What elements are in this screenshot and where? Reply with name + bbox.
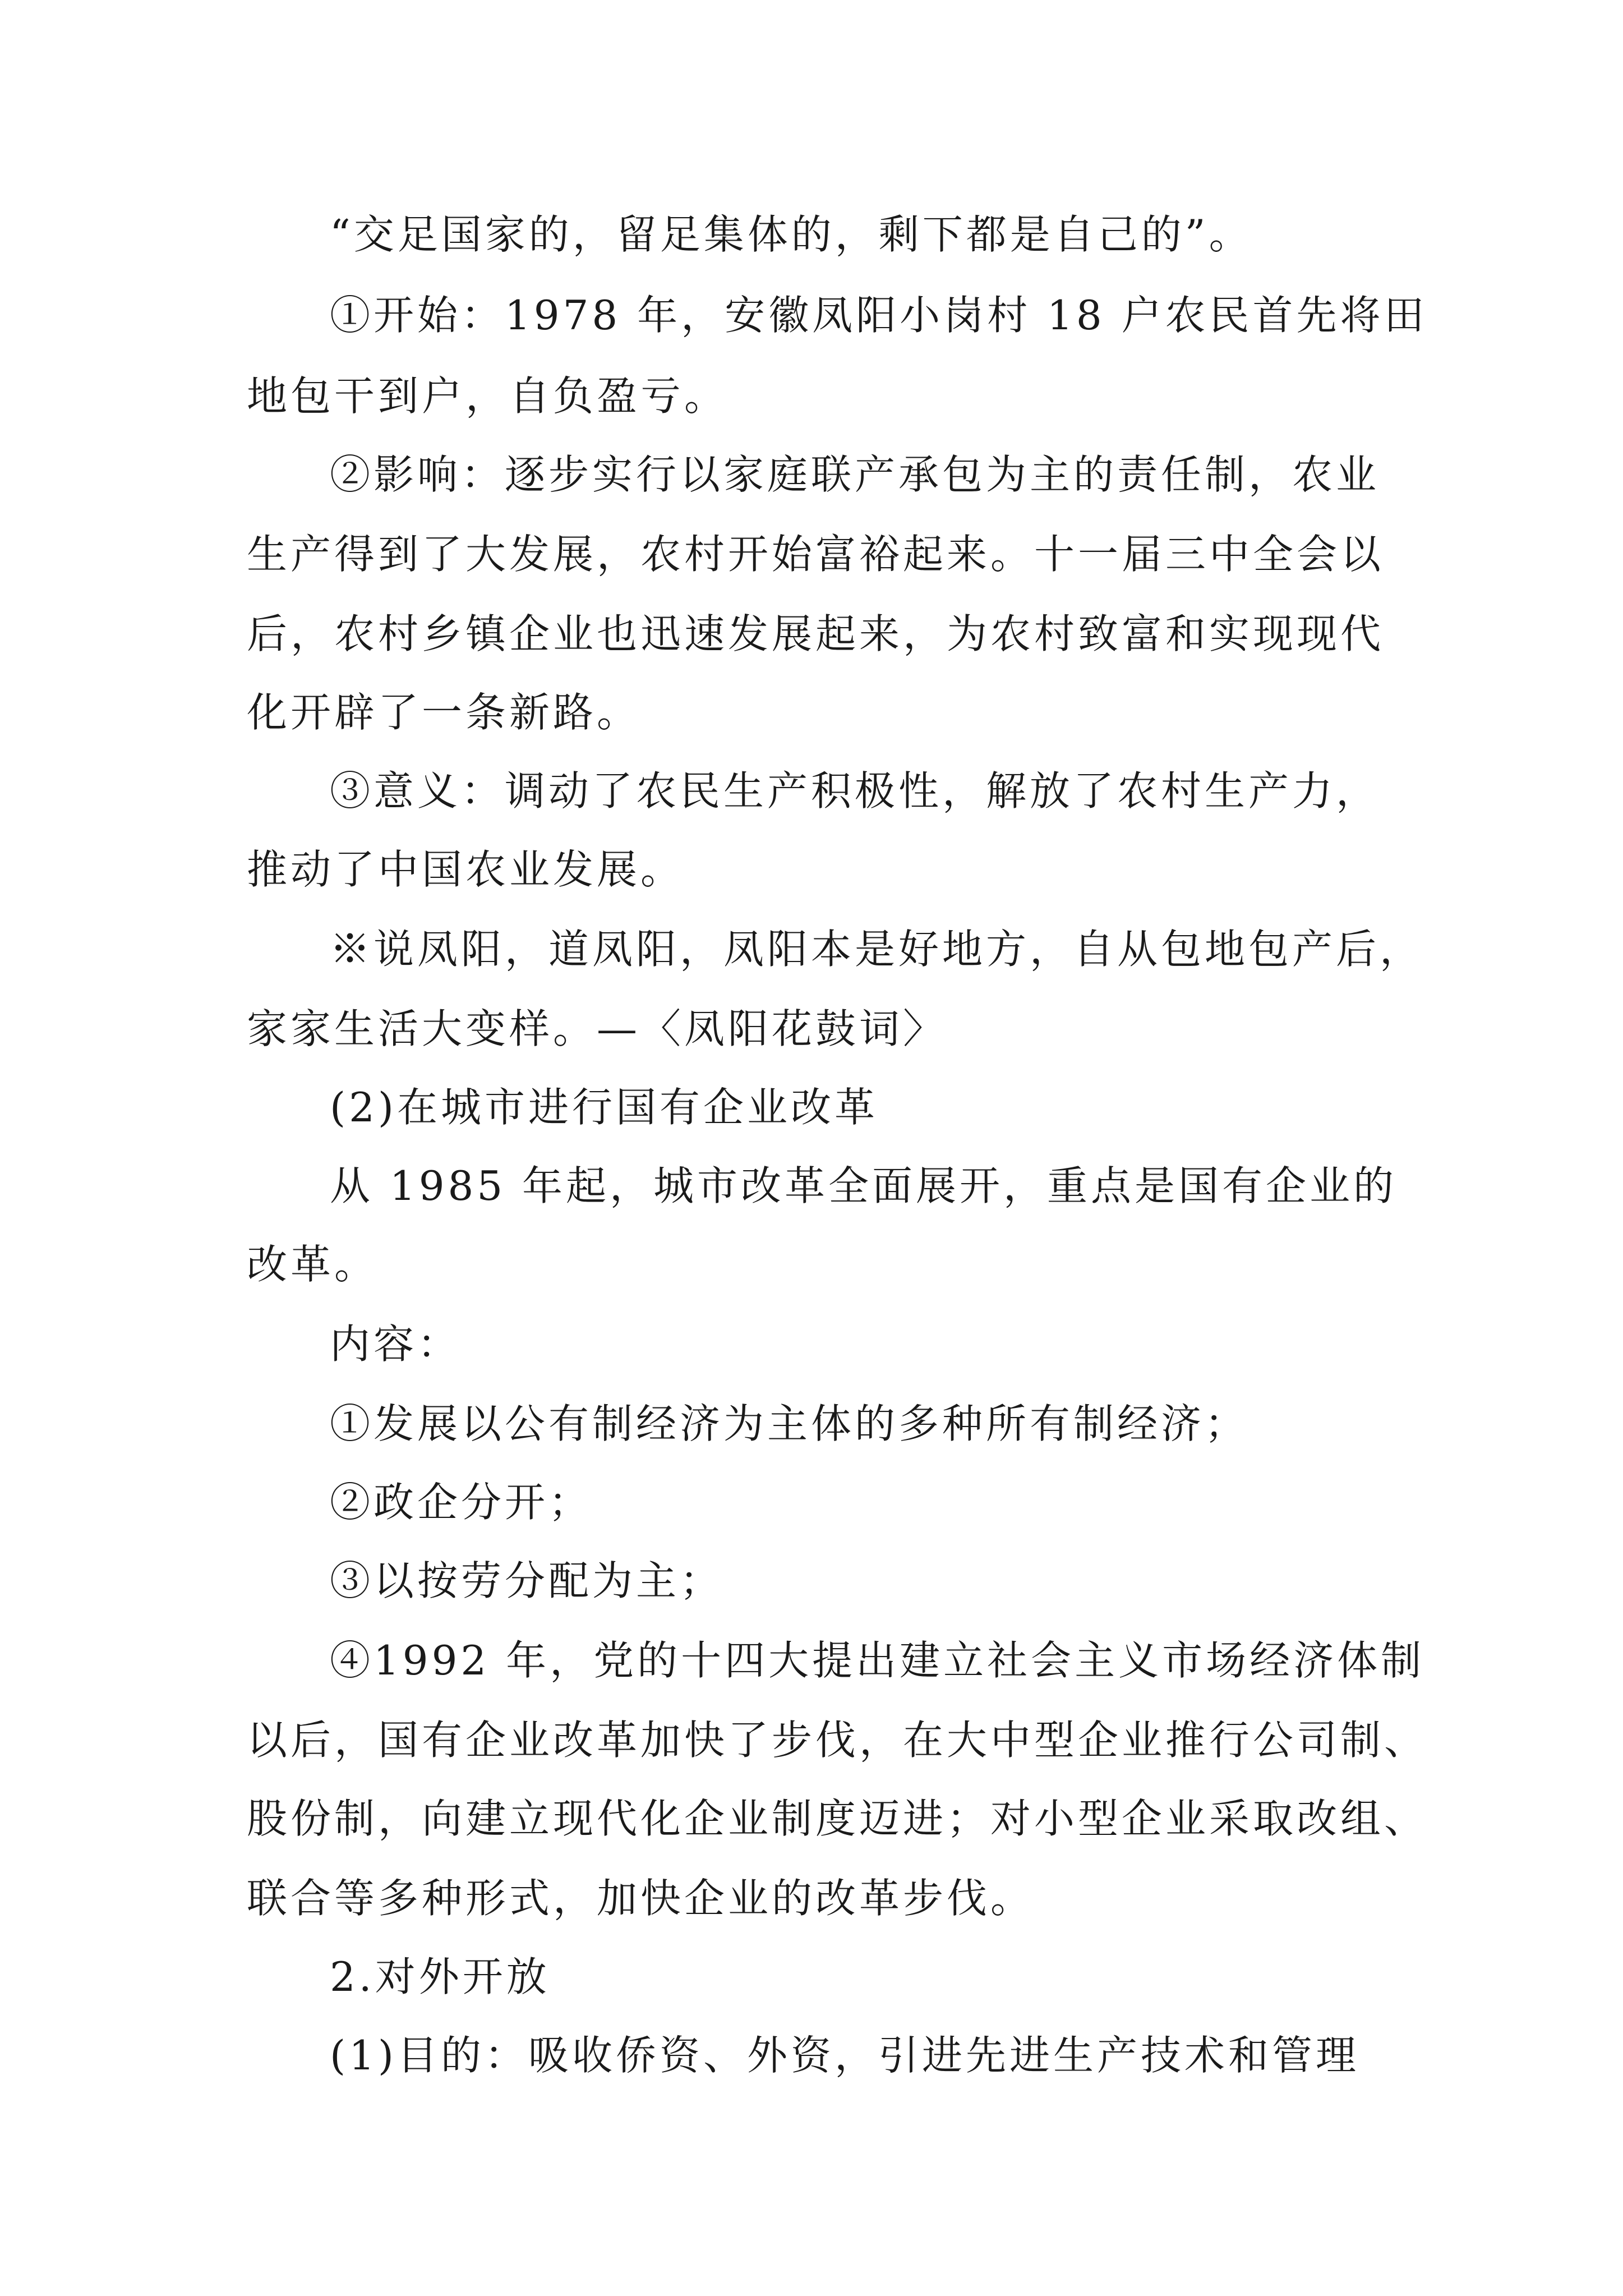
text-line: 改革。 [247, 1241, 379, 1288]
text-line: 从 1985 年起，城市改革全面展开，重点是国有企业的 [330, 1162, 1398, 1209]
list-item: ④1992 年，党的十四大提出建立社会主义市场经济体制 [330, 1637, 1425, 1684]
text-line: ①开始：1978 年，安徽凤阳小岗村 18 户农民首先将田 [330, 292, 1428, 339]
text-line: 家家生活大变样。—〈凤阳花鼓词〉 [247, 1005, 947, 1052]
text-line: ③意义：调动了农民生产积极性，解放了农村生产力， [330, 767, 1380, 815]
text-line: 后，农村乡镇企业也迅速发展起来，为农村致富和实现现代 [247, 610, 1385, 657]
section-heading: (2)在城市进行国有企业改革 [330, 1084, 878, 1131]
text-line: 以后，国有企业改革加快了步伐，在大中型企业推行公司制、 [247, 1717, 1428, 1764]
list-item: ①发展以公有制经济为主体的多种所有制经济； [330, 1400, 1249, 1447]
section-heading: 2.对外开放 [330, 1953, 550, 2000]
text-line: 内容： [330, 1320, 462, 1368]
text-line: ②影响：逐步实行以家庭联产承包为主的责任制，农业 [330, 451, 1380, 498]
text-line: 生产得到了大发展，农村开始富裕起来。十一届三中全会以 [247, 531, 1385, 578]
text-line: 股份制，向建立现代化企业制度迈进；对小型企业采取改组、 [247, 1795, 1428, 1842]
text-line: 地包干到户，自负盈亏。 [247, 372, 728, 420]
text-line: 推动了中国农业发展。 [247, 846, 685, 893]
text-line: “交足国家的，留足集体的，剩下都是自己的”。 [330, 211, 1253, 258]
text-line: 化开辟了一条新路。 [247, 689, 641, 736]
list-item: ②政企分开； [330, 1479, 593, 1526]
text-line: ※说凤阳，道凤阳，凤阳本是好地方，自从包地包产后， [330, 926, 1424, 973]
list-item: ③以按劳分配为主； [330, 1557, 724, 1604]
text-line: 联合等多种形式，加快企业的改革步伐。 [247, 1875, 1035, 1922]
text-line: (1)目的：吸收侨资、外资，引进先进生产技术和管理 [330, 2032, 1359, 2079]
